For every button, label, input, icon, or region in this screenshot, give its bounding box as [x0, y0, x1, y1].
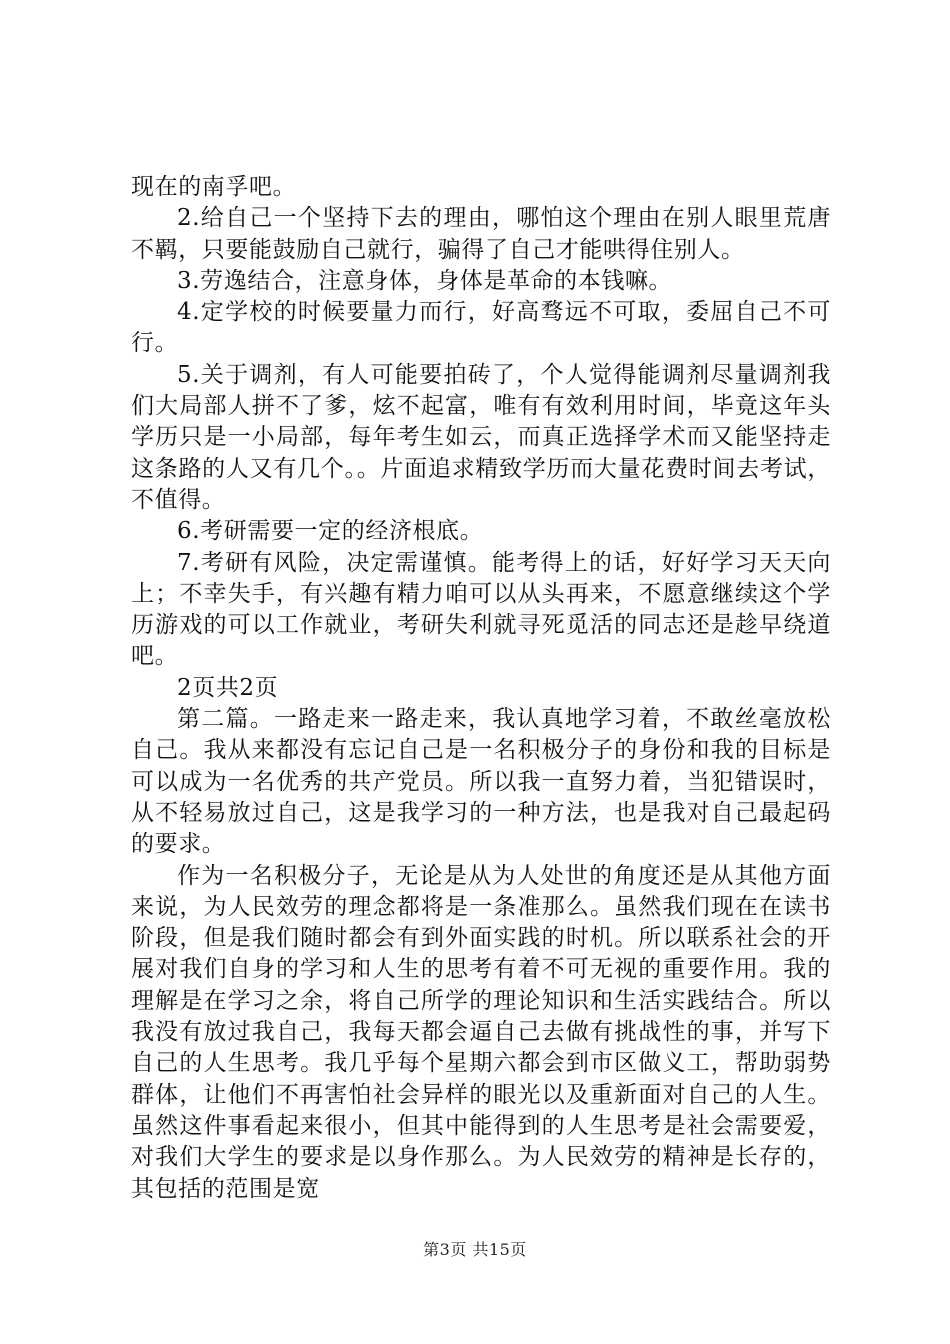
paragraph: 7.考研有风险，决定需谨慎。能考得上的话，好好学习天天向上；不幸失手，有兴趣有精力咱可以从头再来，不愿意继续这个学历游戏的可以工作就业，考研失利就寻死觅活的同志还是趁早绕道吧。 — [131, 549, 831, 670]
paragraph: 5.关于调剂，有人可能要拍砖了，个人觉得能调剂尽量调剂我们大局部人拼不了爹，炫不起富，唯有有效利用时间，毕竟这年头学历只是一小局部，每年考生如云，而真正选择学术而又能坚持走这条路的人又有几个。。片面追求精致学历而大量花费时间去考试，不值得。 — [131, 361, 831, 513]
paragraph: 4.定学校的时候要量力而行，好高骛远不可取，委屈自己不可行。 — [131, 299, 831, 357]
paragraph: 6.考研需要一定的经济根底。 — [177, 518, 484, 545]
paragraph: 3.劳逸结合，注意身体，身体是革命的本钱嘛。 — [177, 267, 673, 294]
page-count-line: 2页共2页 — [177, 674, 279, 701]
paragraph: 作为一名积极分子，无论是从为人处世的角度还是从其他方面来说，为人民效劳的理念都将是一条准那么。虽然我们现在在读书阶段，但是我们随时都会有到外面实践的时机。所以联系社会的开展对我们自身的学习和人生的思考有着不可无视的重要作用。我的理解是在学习之余，将自己所学的理论知识和生活实践结合。所以我没有放过我自己，我每天都会逼自己去做有挑战性的事，并写下自己的人生思考。我几乎每个星期六都会到市区做义工，帮助弱势群体，让他们不再害怕社会异样的眼光以及重新面对自己的人生。虽然这件事看起来很小，但其中能得到的人生思考是社会需要爱，对我们大学生的要求是以身作那么。为人民效劳的精神是长存的，其包括的范围是宽 — [131, 862, 831, 1202]
page-footer: 第3页 共15页 — [423, 1240, 527, 1259]
paragraph: 现在的南孚吧。 — [131, 174, 297, 200]
paragraph: 第二篇。一路走来一路走来，我认真地学习着，不敢丝毫放松自己。我从来都没有忘记自己是一名积极分子的身份和我的目标是可以成为一名优秀的共产党员。所以我一直努力着，当犯错误时，从不轻易放过自己，这是我学习的一种方法，也是我对自己最起码的要求。 — [131, 706, 831, 858]
paragraph: 2.给自己一个坚持下去的理由，哪怕这个理由在别人眼里荒唐不羁，只要能鼓励自己就行，骗得了自己才能哄得住别人。 — [131, 205, 831, 263]
document-body — [131, 172, 831, 1205]
